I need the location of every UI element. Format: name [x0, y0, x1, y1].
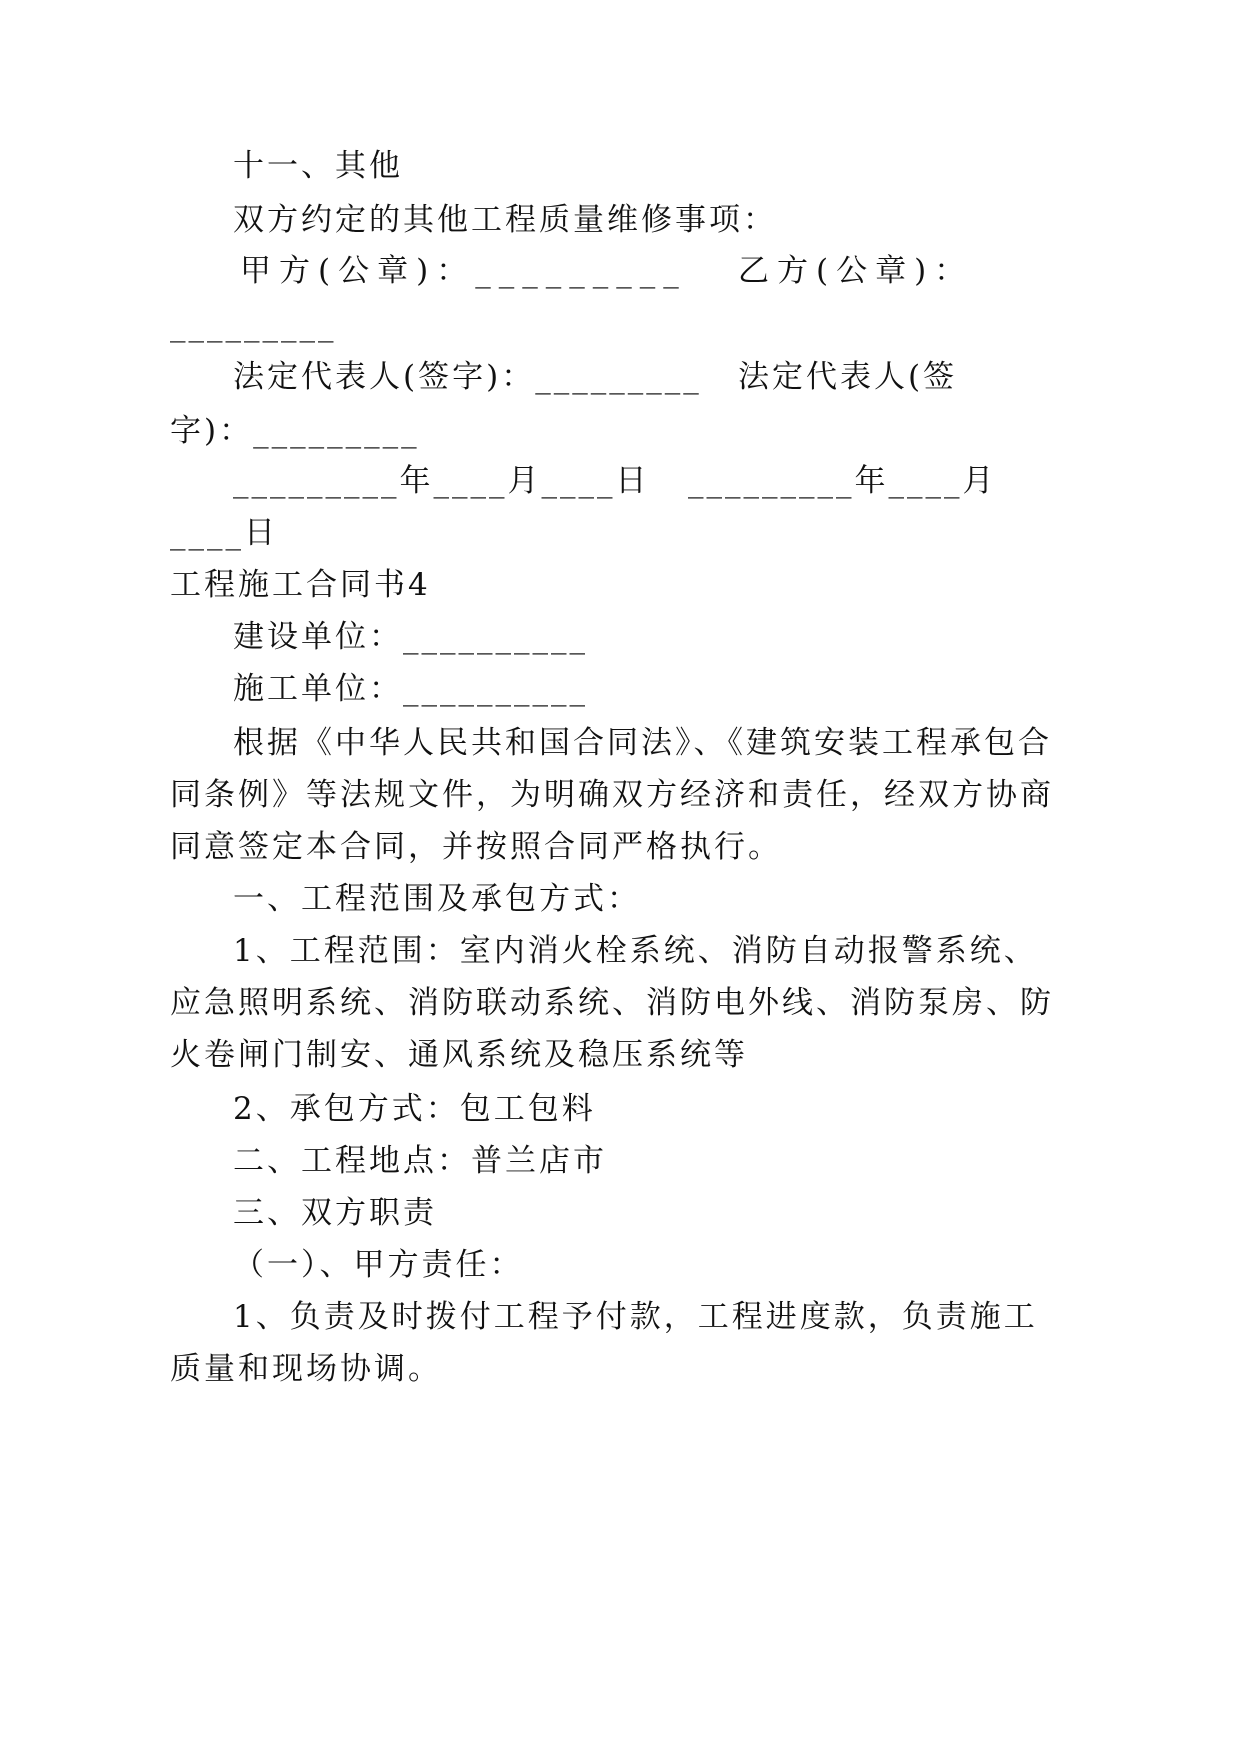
party-b-representative-cont: 字)：_________ [170, 413, 420, 449]
builder-line: 建设单位：__________ [233, 619, 588, 655]
scope-paragraph-1: 1、工程范围：室内消火栓系统、消防自动报警系统、 [233, 933, 1038, 969]
section-heading: 十一、其他 [233, 148, 403, 184]
party-b-seal: 乙方(公章)： [738, 253, 974, 289]
paragraph: 双方约定的其他工程质量维修事项： [233, 202, 777, 238]
duties-heading: 三、双方职责 [233, 1195, 437, 1231]
duty-paragraph-1-cont: 质量和现场协调。 [170, 1351, 442, 1387]
constructor-line: 施工单位：__________ [233, 671, 588, 707]
intro-paragraph-3: 同意签定本合同，并按照合同严格执行。 [170, 829, 782, 865]
scope-paragraph-2: 应急照明系统、消防联动系统、消防电外线、消防泵房、防 [170, 985, 1054, 1021]
intro-paragraph-1: 根据《中华人民共和国合同法》、《建筑安装工程承包合 [233, 725, 1052, 761]
party-b-seal-blank: _________ [170, 307, 337, 343]
party-a-duty-heading: （一）、甲方责任： [233, 1247, 524, 1283]
duty-paragraph-1: 1、负责及时拨付工程予付款，工程进度款，负责施工 [233, 1299, 1038, 1335]
party-a-seal: 甲方(公章)：_________ [240, 253, 687, 289]
document-title: 工程施工合同书4 [170, 567, 431, 603]
party-b-date-day: ____日 [170, 515, 278, 551]
scope-heading: 一、工程范围及承包方式： [233, 881, 641, 917]
intro-paragraph-2: 同条例》等法规文件，为明确双方经济和责任，经双方协商 [170, 777, 1054, 813]
scope-paragraph-3: 火卷闸门制安、通风系统及稳压系统等 [170, 1037, 748, 1073]
party-a-representative: 法定代表人(签字)：_________ [233, 359, 702, 395]
contract-mode: 2、承包方式：包工包料 [233, 1091, 596, 1127]
party-b-date: _________年____月 [688, 463, 997, 499]
party-b-representative: 法定代表人(签 [738, 359, 958, 395]
project-location: 二、工程地点：普兰店市 [233, 1143, 607, 1179]
party-a-date: _________年____月____日 [233, 463, 650, 499]
